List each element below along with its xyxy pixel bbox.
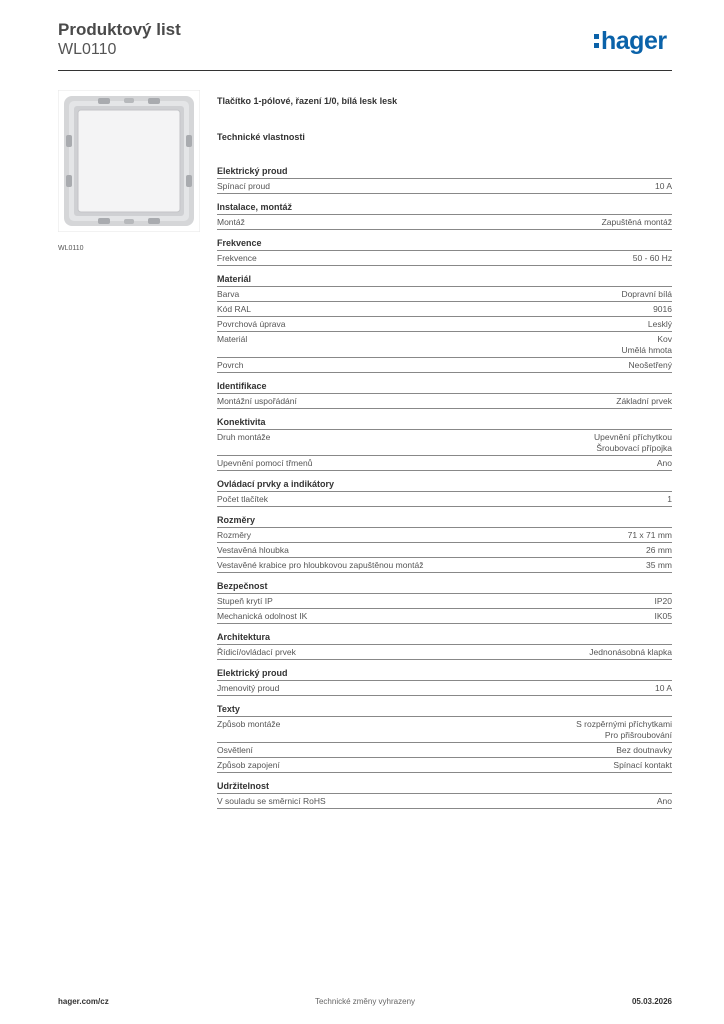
spec-group <box>217 479 672 507</box>
spec-row <box>217 717 672 743</box>
spec-label: Vestavěné krabice pro hloubkovou zapuštěnou montáž <box>217 560 424 570</box>
spec-value-line: 1 <box>667 494 672 504</box>
spec-label: Upevnění pomocí třmenů <box>217 458 313 468</box>
spec-groups <box>217 166 672 809</box>
spec-row <box>217 645 672 660</box>
spec-label: Rozměry <box>217 530 252 540</box>
footer-note: Technické změny vyhrazeny <box>314 997 416 1006</box>
image-caption: WL0110 <box>58 245 84 252</box>
spec-group-title: Rozměry <box>217 515 672 528</box>
spec-group <box>217 202 672 230</box>
spec-label: Řídicí/ovládací prvek <box>217 647 296 657</box>
logo-dots-icon <box>594 32 599 50</box>
spec-value-line: Kov <box>657 334 672 344</box>
spec-group <box>217 381 672 409</box>
spec-value-line: 26 mm <box>646 545 672 555</box>
spec-value-line: Pro přišroubování <box>604 730 672 740</box>
spec-value-line: Ano <box>656 458 672 468</box>
product-code: WL0110 <box>58 41 117 58</box>
spec-value <box>655 596 673 607</box>
spec-value-line: IK05 <box>654 611 672 621</box>
spec-label: Materiál <box>217 334 248 344</box>
spec-row <box>217 215 672 230</box>
spec-value-line: IP20 <box>654 596 672 606</box>
spec-value-line: 9016 <box>653 304 672 314</box>
spec-group <box>217 704 672 773</box>
spec-value <box>594 432 672 454</box>
spec-value-line: Zapuštěná montáž <box>601 217 672 227</box>
spec-group <box>217 781 672 809</box>
spec-group-title: Architektura <box>217 632 672 645</box>
spec-value <box>655 181 672 192</box>
header-divider <box>58 70 672 71</box>
spec-row <box>217 287 672 302</box>
spec-value-line: 35 mm <box>646 560 672 570</box>
spec-value-line: 10 A <box>654 181 672 191</box>
spec-label: Způsob montáže <box>217 719 281 729</box>
spec-group-title: Konektivita <box>217 417 672 430</box>
spec-label: Stupeň krytí IP <box>217 596 273 606</box>
spec-row <box>217 594 672 609</box>
spec-value-line: Ano <box>656 796 672 806</box>
section-title: Technické vlastnosti <box>217 132 305 142</box>
spec-label: Povrch <box>217 360 244 370</box>
spec-group <box>217 166 672 194</box>
spec-value-line: 10 A <box>654 683 672 693</box>
spec-label: Počet tlačítek <box>217 494 269 504</box>
spec-row <box>217 609 672 624</box>
spec-value-line: Umělá hmota <box>621 345 672 355</box>
spec-label: Druh montáže <box>217 432 271 442</box>
spec-value <box>576 719 672 741</box>
spec-value-line: 50 - 60 Hz <box>632 253 672 263</box>
spec-row <box>217 394 672 409</box>
spec-label: Osvětlení <box>217 745 253 755</box>
spec-row <box>217 251 672 266</box>
spec-group-title: Texty <box>217 704 672 717</box>
spec-value <box>655 611 673 622</box>
spec-value-line: Upevnění příchytkou <box>594 432 672 442</box>
spec-value-line: Základní prvek <box>616 396 672 406</box>
spec-row <box>217 317 672 332</box>
spec-row <box>217 332 672 358</box>
spec-label: Jmenovitý proud <box>217 683 280 693</box>
spec-row <box>217 794 672 809</box>
spec-value-line: Dopravní bílá <box>621 289 672 299</box>
spec-label: Povrchová úprava <box>217 319 286 329</box>
spec-group-title: Frekvence <box>217 238 672 251</box>
product-image <box>58 90 200 232</box>
spec-row <box>217 179 672 194</box>
spec-group <box>217 632 672 660</box>
spec-label: V souladu se směrnicí RoHS <box>217 796 326 806</box>
footer-date: 05.03.2026 <box>631 997 672 1006</box>
spec-row <box>217 430 672 456</box>
spec-label: Mechanická odolnost IK <box>217 611 308 621</box>
spec-group <box>217 417 672 471</box>
specifications <box>217 95 672 817</box>
spec-value <box>621 334 672 356</box>
spec-value <box>602 217 672 228</box>
spec-group-title: Identifikace <box>217 381 672 394</box>
page-footer <box>58 997 672 1009</box>
spec-value <box>655 683 672 694</box>
spec-group-title: Materiál <box>217 274 672 287</box>
footer-website[interactable]: hager.com/cz <box>58 997 109 1006</box>
spec-value <box>633 253 672 264</box>
document-title: Produktový list <box>58 20 181 39</box>
spec-value <box>629 360 672 371</box>
spec-label: Vestavěná hloubka <box>217 545 289 555</box>
logo-text: hager <box>601 27 667 55</box>
spec-group-title: Ovládací prvky a indikátory <box>217 479 672 492</box>
spec-value <box>667 494 672 505</box>
spec-value <box>657 796 672 807</box>
spec-value-line: Jednonásobná klapka <box>589 647 672 657</box>
spec-row <box>217 558 672 573</box>
spec-label: Frekvence <box>217 253 257 263</box>
spec-value-line: S rozpěrnými příchytkami <box>576 719 672 729</box>
spec-value-line: 71 x 71 mm <box>627 530 672 540</box>
spec-value <box>628 530 672 541</box>
spec-label: Kód RAL <box>217 304 252 314</box>
spec-row <box>217 743 672 758</box>
document-header <box>58 20 181 59</box>
spec-row <box>217 456 672 471</box>
spec-value <box>613 760 672 771</box>
spec-group-title: Elektrický proud <box>217 166 672 179</box>
spec-value-line: Neošetřený <box>628 360 672 370</box>
spec-group-title: Instalace, montáž <box>217 202 672 215</box>
spec-group-title: Udržitelnost <box>217 781 672 794</box>
spec-value <box>616 745 672 756</box>
spec-value-line: Šroubovací přípojka <box>596 443 672 453</box>
spec-label: Montážní uspořádání <box>217 396 297 406</box>
spec-label: Spínací proud <box>217 181 270 191</box>
spec-row <box>217 528 672 543</box>
product-name: Tlačítko 1-pólové, řazení 1/0, bílá lesk lesk <box>217 96 398 106</box>
spec-label: Barva <box>217 289 240 299</box>
spec-group-title: Elektrický proud <box>217 668 672 681</box>
spec-group <box>217 274 672 373</box>
spec-label: Způsob zapojení <box>217 760 280 770</box>
spec-value <box>648 319 672 330</box>
spec-row <box>217 758 672 773</box>
spec-row <box>217 681 672 696</box>
spec-value <box>646 560 672 571</box>
spec-group <box>217 515 672 573</box>
spec-group <box>217 238 672 266</box>
spec-row <box>217 358 672 373</box>
spec-row <box>217 302 672 317</box>
spec-group-title: Bezpečnost <box>217 581 672 594</box>
spec-value <box>589 647 672 658</box>
spec-group <box>217 581 672 624</box>
spec-value-line: Bez doutnavky <box>616 745 672 755</box>
spec-row <box>217 543 672 558</box>
spec-row <box>217 492 672 507</box>
spec-value <box>653 304 672 315</box>
spec-value <box>657 458 672 469</box>
spec-value <box>616 396 672 407</box>
hager-logo <box>594 27 667 55</box>
spec-label: Montáž <box>217 217 245 227</box>
spec-value <box>646 545 672 556</box>
spec-value-line: Lesklý <box>647 319 672 329</box>
spec-group <box>217 668 672 696</box>
spec-value-line: Spínací kontakt <box>613 760 672 770</box>
spec-value <box>621 289 672 300</box>
